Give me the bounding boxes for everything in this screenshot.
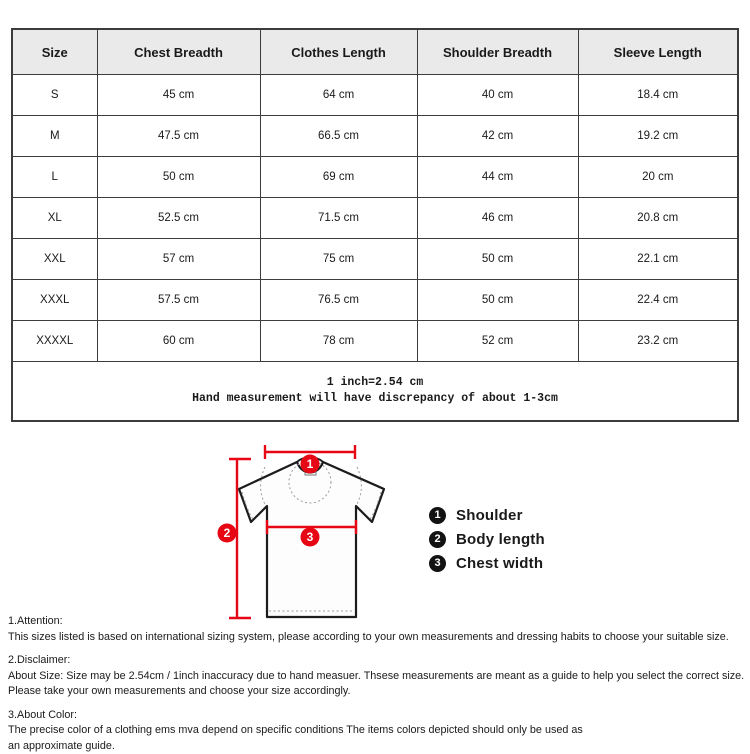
- table-note-row: [12, 362, 738, 422]
- column-header-chest: Chest Breadth: [97, 29, 260, 75]
- column-header-size: Size: [12, 29, 97, 75]
- note-line: Please take your own measurements and choose your size accordingly.: [8, 684, 748, 700]
- shoulder-cell: 46 cm: [417, 198, 578, 239]
- shoulder-cell: 40 cm: [417, 75, 578, 116]
- sleeve-cell: 22.1 cm: [578, 239, 738, 280]
- table-row: [12, 198, 738, 239]
- length-cell: 69 cm: [260, 157, 417, 198]
- shoulder-cell: 52 cm: [417, 321, 578, 362]
- legend-1-badge: 1: [429, 507, 446, 524]
- shoulder-cell: 44 cm: [417, 157, 578, 198]
- legend-2-badge: 2: [429, 531, 446, 548]
- legend-1-label: Shoulder: [456, 507, 523, 524]
- length-cell: 66.5 cm: [260, 116, 417, 157]
- footnotes: [8, 614, 748, 754]
- table-row: [12, 75, 738, 116]
- measurement-discrepancy-note: Hand measurement will have discrepancy of about 1-3cm: [13, 391, 737, 407]
- column-header-length: Clothes Length: [260, 29, 417, 75]
- sleeve-cell: 19.2 cm: [578, 116, 738, 157]
- marker-3-badge: [301, 528, 320, 547]
- note-section-about-color: [8, 708, 748, 754]
- length-cell: 64 cm: [260, 75, 417, 116]
- size-cell: XXXXL: [12, 321, 97, 362]
- table-row: [12, 116, 738, 157]
- chest-cell: 52.5 cm: [97, 198, 260, 239]
- note-heading: 3.About Color:: [8, 708, 748, 724]
- sleeve-cell: 20.8 cm: [578, 198, 738, 239]
- sleeve-cell: 20 cm: [578, 157, 738, 198]
- note-line: About Size: Size may be 2.54cm / 1inch inaccuracy due to hand measuer. Thsese measurements are meant as a guide to help you select the correct size.: [8, 669, 748, 685]
- legend-item-body-length: [429, 527, 545, 551]
- marker-1-number: 1: [307, 457, 314, 471]
- legend-3-badge: 3: [429, 555, 446, 572]
- header-row: [12, 29, 738, 75]
- size-cell: S: [12, 75, 97, 116]
- note-section-attention: [8, 614, 748, 645]
- length-cell: 78 cm: [260, 321, 417, 362]
- chest-cell: 47.5 cm: [97, 116, 260, 157]
- note-section-disclaimer: [8, 653, 748, 700]
- table-row: [12, 280, 738, 321]
- length-cell: 76.5 cm: [260, 280, 417, 321]
- inch-conversion-note: 1 inch=2.54 cm: [13, 375, 737, 391]
- length-cell: 75 cm: [260, 239, 417, 280]
- measurement-legend: [429, 503, 545, 575]
- note-heading: 2.Disclaimer:: [8, 653, 748, 669]
- chest-cell: 60 cm: [97, 321, 260, 362]
- size-cell: M: [12, 116, 97, 157]
- shoulder-cell: 50 cm: [417, 239, 578, 280]
- chest-cell: 50 cm: [97, 157, 260, 198]
- shoulder-cell: 50 cm: [417, 280, 578, 321]
- marker-3-number: 3: [307, 530, 314, 544]
- legend-2-label: Body length: [456, 531, 545, 548]
- note-line: This sizes listed is based on international sizing system, please according to your own measurements and dressing habits to choose your suitable size.: [8, 630, 748, 646]
- tshirt-measurement-diagram: [205, 438, 405, 628]
- size-cell: XL: [12, 198, 97, 239]
- column-header-sleeve: Sleeve Length: [578, 29, 738, 75]
- legend-item-shoulder: [429, 503, 545, 527]
- chest-cell: 57.5 cm: [97, 280, 260, 321]
- chest-cell: 45 cm: [97, 75, 260, 116]
- sleeve-cell: 22.4 cm: [578, 280, 738, 321]
- note-line: The precise color of a clothing ems mva depend on specific conditions The items colors depicted should only be used as: [8, 723, 748, 739]
- marker-2-number: 2: [224, 526, 231, 540]
- chest-cell: 57 cm: [97, 239, 260, 280]
- note-heading: 1.Attention:: [8, 614, 748, 630]
- column-header-shoulder: Shoulder Breadth: [417, 29, 578, 75]
- table-row: [12, 321, 738, 362]
- marker-1-badge: [301, 455, 320, 474]
- legend-3-label: Chest width: [456, 555, 543, 572]
- conversion-note-cell: [12, 362, 738, 422]
- table-row: [12, 157, 738, 198]
- marker-2-badge: [218, 524, 237, 543]
- sleeve-cell: 18.4 cm: [578, 75, 738, 116]
- size-cell: L: [12, 157, 97, 198]
- shoulder-cell: 42 cm: [417, 116, 578, 157]
- size-chart-table: [11, 28, 739, 422]
- table-row: [12, 239, 738, 280]
- size-cell: XXL: [12, 239, 97, 280]
- size-cell: XXXL: [12, 280, 97, 321]
- sleeve-cell: 23.2 cm: [578, 321, 738, 362]
- length-cell: 71.5 cm: [260, 198, 417, 239]
- legend-item-chest-width: [429, 551, 545, 575]
- note-line: an approximate guide.: [8, 739, 748, 754]
